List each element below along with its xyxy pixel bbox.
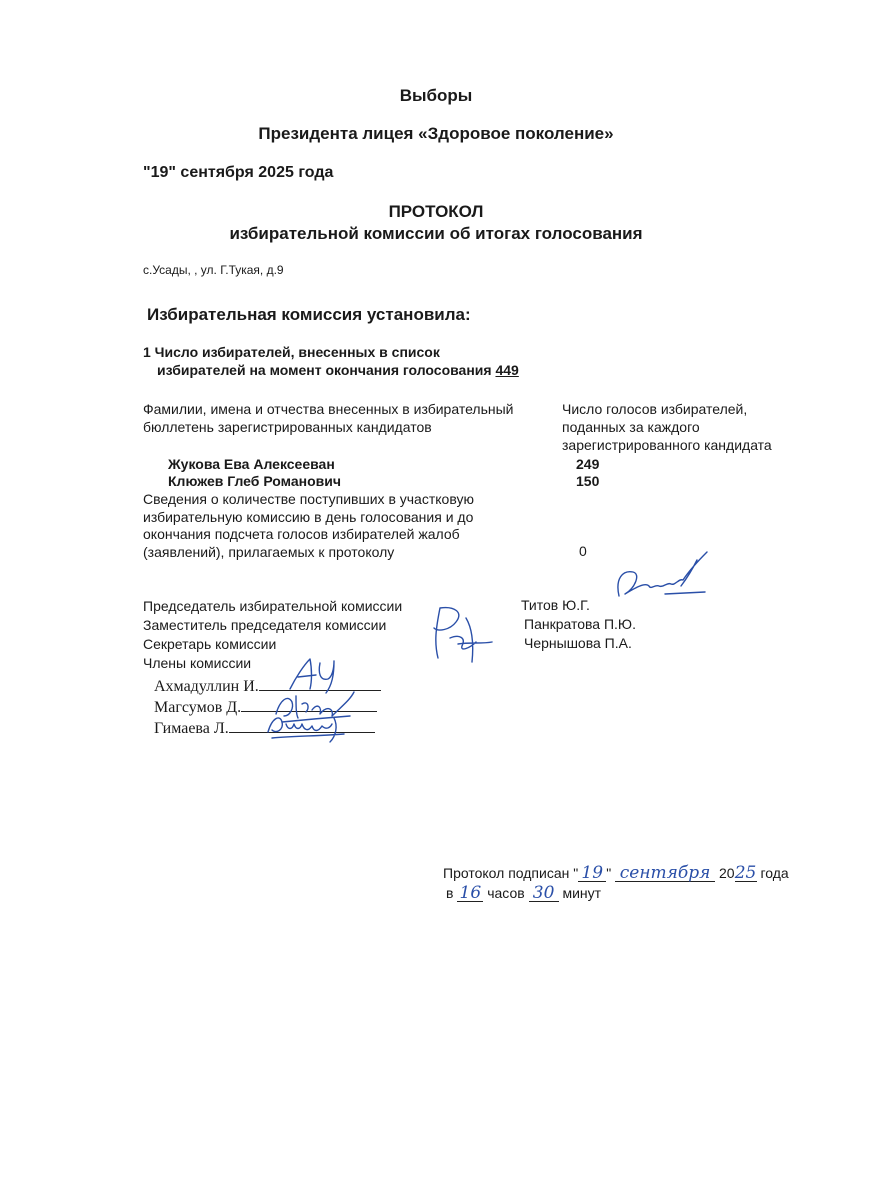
voters-line-2 [157,362,519,378]
deputy-name: Панкратова П.Ю. [524,616,636,632]
signed-minutes-word: минут [562,885,602,901]
signed-hours-word: часов [487,885,525,901]
complaints-text [143,491,474,561]
chairman-name: Титов Ю.Г. [521,597,590,613]
role-members: Члены комиссии [143,655,252,671]
election-subtitle: Президента лицея «Здоровое поколение» [258,124,614,143]
candidate-votes: 150 [576,473,600,489]
role-chairman: Председатель избирательной комиссии [143,598,403,614]
signed-at: в [446,885,454,901]
candidates-column-header [143,400,513,436]
signed-quote: " [606,865,612,881]
votes-column-header [562,400,772,454]
role-secretary: Секретарь комиссии [143,636,277,652]
election-date: "19" сентября 2025 года [143,164,334,181]
signed-day: 19 [578,866,606,882]
complaints-value: 0 [579,543,587,559]
candidate-name: Жукова Ева Алексееван [168,456,335,472]
chairman-signature [605,548,715,610]
voters-line-2-text: избирателей на момент окончания голосования [157,362,492,378]
commission-established: Избирательная комиссия установила: [147,305,471,324]
protocol-signed-time [446,885,601,902]
complaints-line: окончания подсчета голосов избирателей жалоб [143,526,460,542]
candidates-header-line: Фамилии, имена и отчества внесенных в избирательный [143,401,514,417]
candidate-name: Клюжев Глеб Романович [168,473,341,489]
member-signature-3 [258,706,358,746]
voters-line-1: 1 Число избирателей, внесенных в список [143,344,440,360]
election-title: Выборы [399,86,473,105]
candidate-votes: 249 [576,456,600,472]
protocol-signed-line [443,865,789,882]
protocol-subheading: избирательной комиссии об итогах голосования [229,224,643,243]
signed-minutes: 30 [529,886,559,902]
protocol-heading: ПРОТОКОЛ [388,202,484,221]
signed-hours: 16 [457,886,483,902]
votes-header-line: Число голосов избирателей, [562,401,748,417]
votes-header-line: зарегистрированного кандидата [562,437,772,453]
secretary-name: Чернышова П.А. [524,635,632,651]
signed-year-suffix: 25 [734,863,757,883]
signed-year-prefix: 20 [718,865,735,881]
member-name: Магсумов Д. [154,699,242,716]
member-name: Ахмадуллин И. [154,678,259,695]
complaints-line: (заявлений), прилагаемых к протоколу [143,543,395,560]
address: с.Усады, , ул. Г.Тукая, д.9 [143,263,284,277]
candidates-header-line: бюллетень зарегистрированных кандидатов [143,419,432,435]
votes-header-line: поданных за каждого [562,419,700,435]
deputy-signature [420,598,500,668]
signed-year-word: года [760,865,789,881]
signed-month: сентября [615,866,715,882]
complaints-line: избирательную комиссию в день голосования и до [143,508,474,525]
role-deputy: Заместитель председателя комиссии [143,617,387,633]
signed-prefix: Протокол подписан " [443,865,579,881]
voters-count: 449 [495,362,519,378]
complaints-line: Сведения о количестве поступивших в участковую [143,491,474,507]
member-name: Гимаева Л. [154,720,229,737]
